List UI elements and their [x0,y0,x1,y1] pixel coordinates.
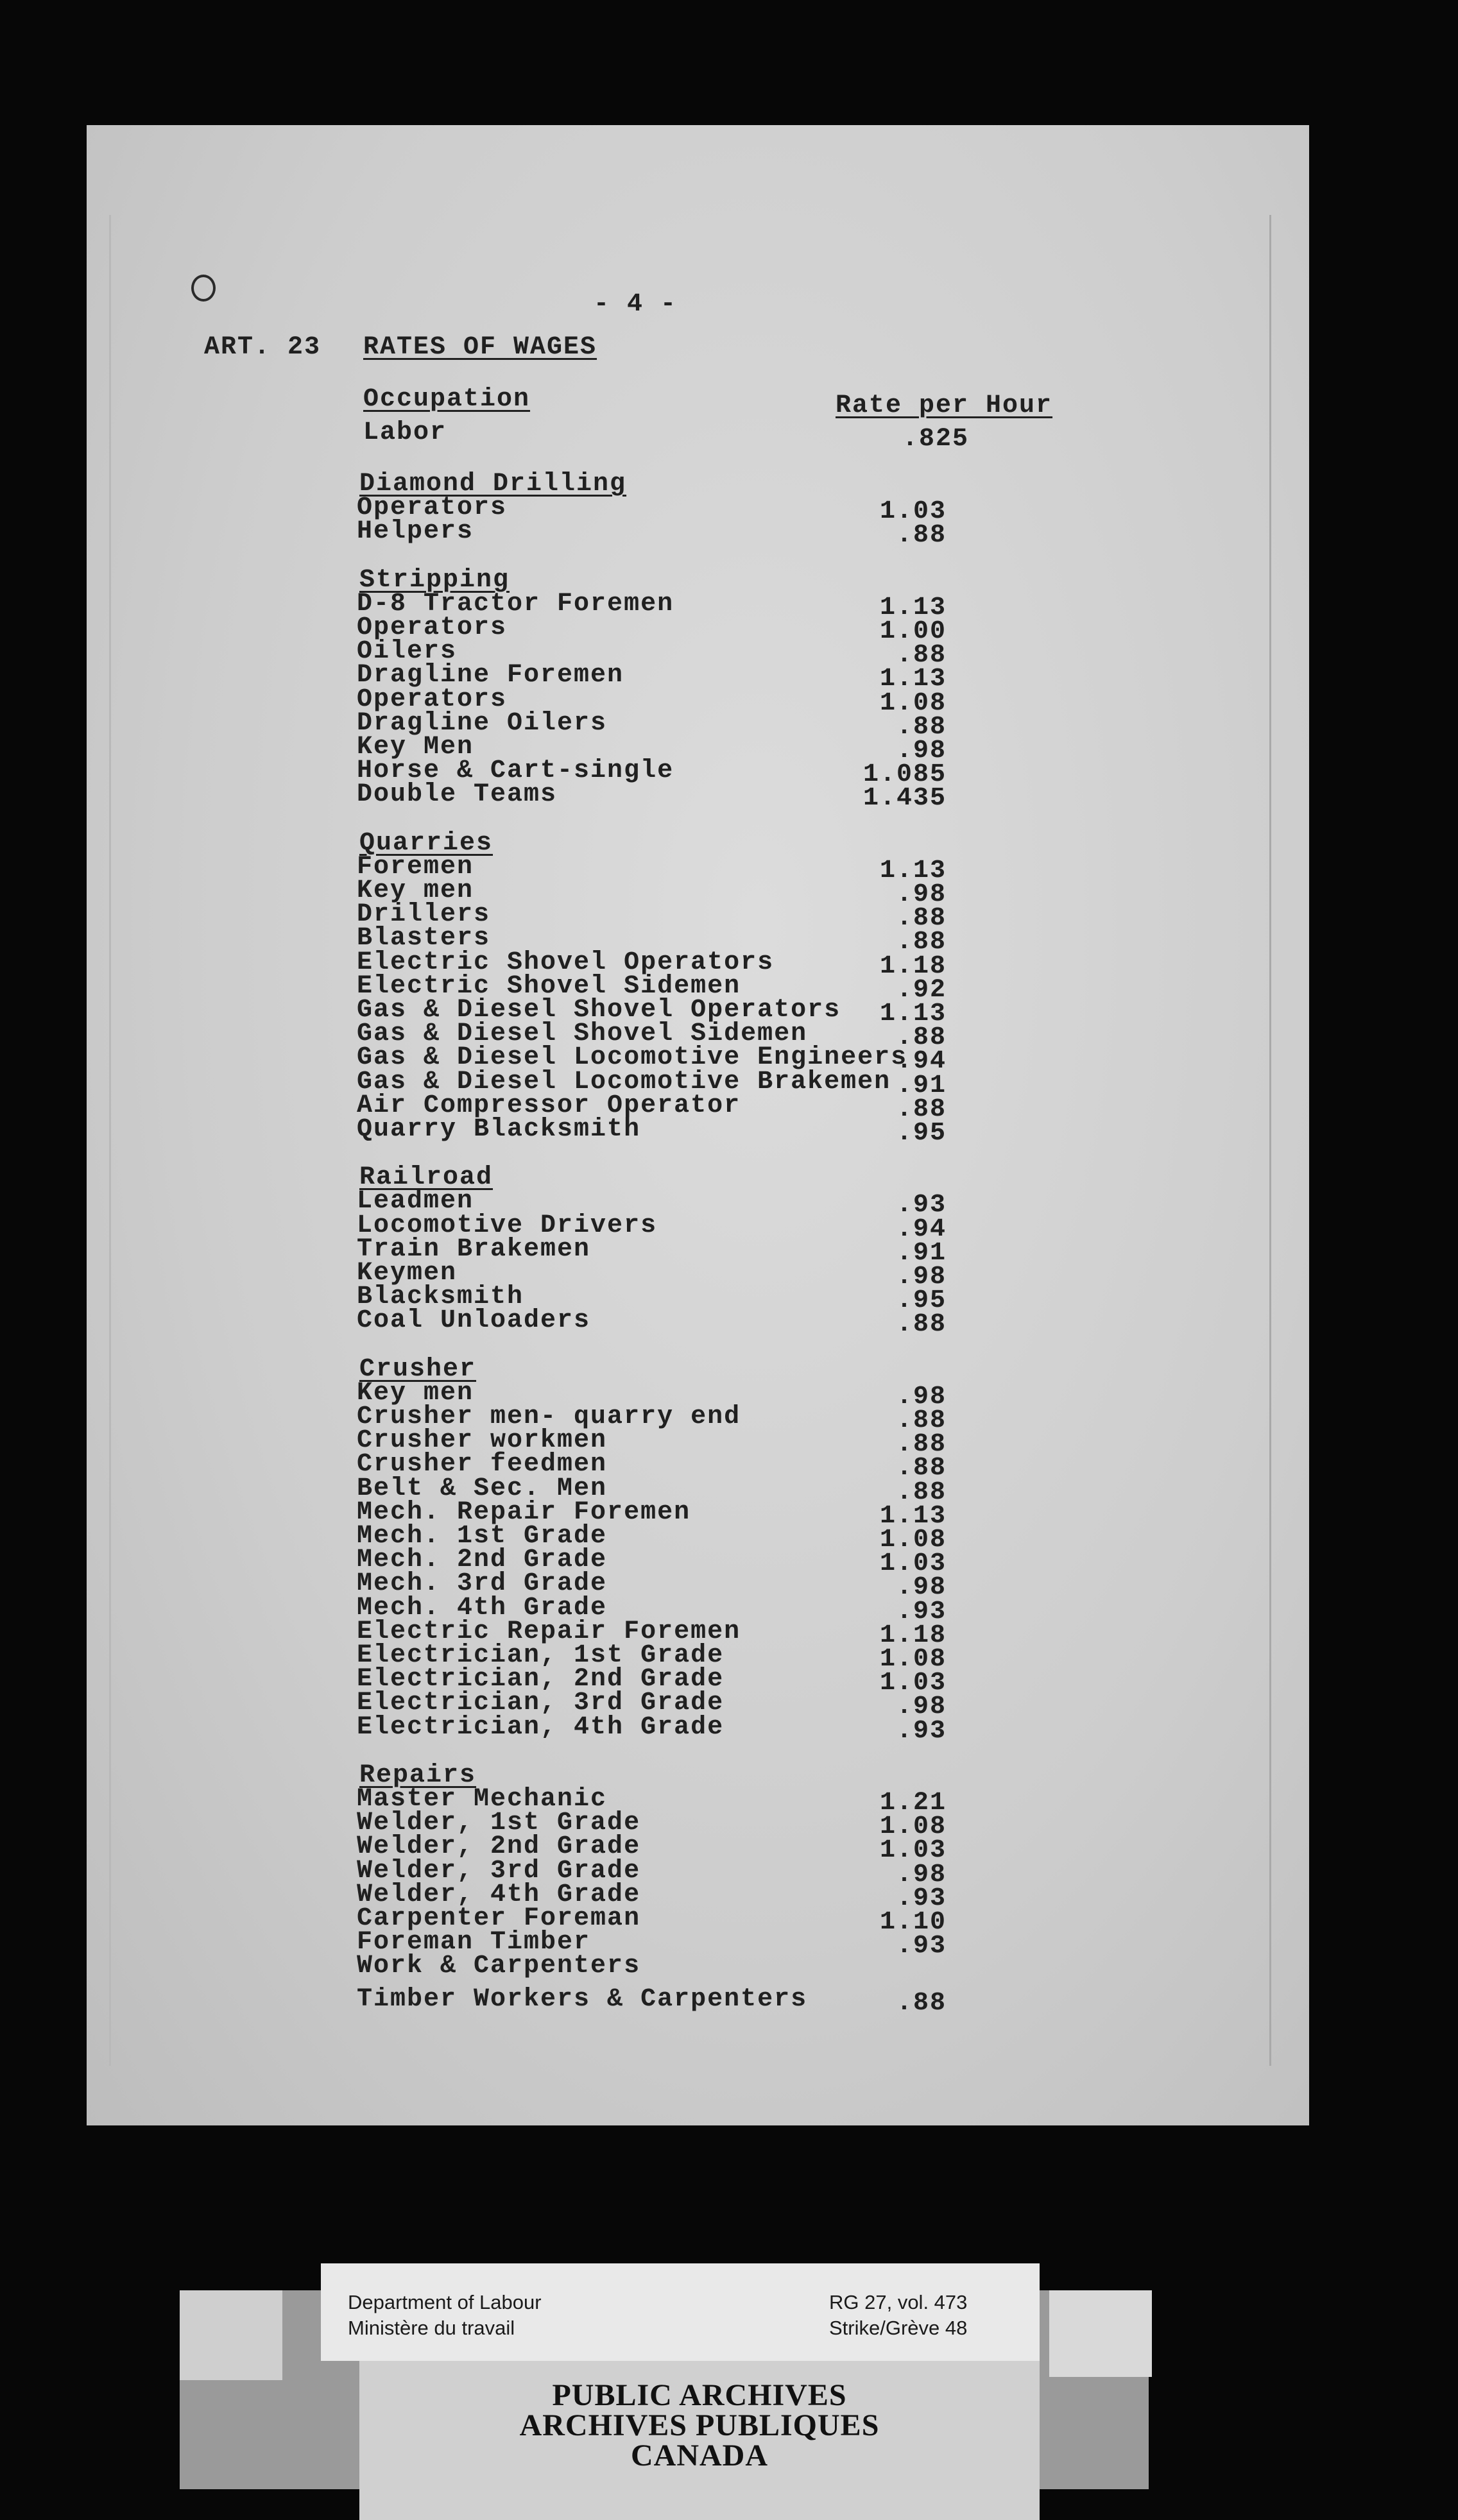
archive-stamp-line-2: ARCHIVES PUBLIQUES [519,2408,880,2442]
hourly-rate: .88 [896,1430,947,1460]
occupation-label: Electrician, 3rd Grade [357,1689,725,1718]
hourly-rate: .93 [896,1716,947,1746]
occupation-label: Gas & Diesel Locomotive Engineers [357,1043,908,1073]
document-title: RATES OF WAGES [363,333,597,362]
occupation-label: Air Compressor Operator [357,1091,741,1120]
occupation-label: Crusher men- quarry end [357,1402,741,1431]
hourly-rate: 1.08 [879,1645,947,1674]
occupation-header: Occupation [363,385,531,414]
section-heading: Quarries [359,828,493,858]
hourly-rate: 1.08 [879,1812,947,1842]
occupation-label: Key men [357,1378,474,1408]
occupation-label: Helpers [357,517,474,547]
hourly-rate: .88 [896,1094,947,1124]
hourly-rate: .93 [896,1191,947,1220]
occupation-label: Work & Carpenters [357,1952,641,1981]
occupation-label: Welder, 3rd Grade [357,1856,641,1886]
occupation-label: Blasters [357,924,491,953]
hourly-rate: .91 [896,1238,947,1268]
hourly-rate: .98 [896,1692,947,1722]
hourly-rate: 1.18 [879,951,947,981]
hourly-rate: 1.18 [879,1621,947,1650]
occupation-label: Gas & Diesel Locomotive Brakemen [357,1067,891,1096]
hourly-rate: .94 [896,1214,947,1244]
circle-mark-icon [191,275,216,302]
occupation-label: Welder, 2nd Grade [357,1832,641,1862]
hourly-rate: .92 [896,975,947,1005]
hourly-rate: .98 [896,880,947,909]
occupation-label: Gas & Diesel Shovel Sidemen [357,1019,808,1049]
record-group-ref: RG 27, vol. 473 [829,2291,968,2313]
occupation-label: Double Teams [357,780,558,810]
labor-label: Labor [363,418,447,447]
occupation-label: Operators [357,685,508,714]
hourly-rate: 1.13 [879,665,947,694]
occupation-label: Coal Unloaders [357,1306,591,1336]
occupation-label: Operators [357,493,508,523]
labor-rate: .825 [902,425,969,454]
occupation-label: Quarry Blacksmith [357,1115,641,1144]
occupation-label: Mech. 4th Grade [357,1593,608,1622]
department-fr: Ministère du travail [348,2317,515,2339]
hourly-rate: .88 [896,1454,947,1483]
hourly-rate: .94 [896,1047,947,1077]
hourly-rate: .98 [896,1860,947,1889]
occupation-label: Electrician, 4th Grade [357,1712,725,1742]
archive-label-left-tab [180,2290,282,2380]
hourly-rate: .98 [896,736,947,765]
hourly-rate: 1.13 [879,593,947,622]
occupation-label: Mech. 3rd Grade [357,1569,608,1599]
occupation-label: Electric Repair Foremen [357,1617,741,1646]
hourly-rate: 1.08 [879,688,947,718]
section-heading: Stripping [359,565,510,595]
occupation-label: Leadmen [357,1187,474,1216]
hourly-rate: .88 [896,1477,947,1507]
occupation-label: Electric Shovel Sidemen [357,971,741,1001]
hourly-rate: 1.435 [862,784,947,813]
hourly-rate: .98 [896,1573,947,1603]
hourly-rate: .88 [896,1406,947,1435]
hourly-rate: .93 [896,1884,947,1913]
section-heading: Diamond Drilling [359,470,627,498]
hourly-rate: 1.00 [879,617,947,646]
occupation-label: Electric Shovel Operators [357,948,775,977]
occupation-label: Horse & Cart-single [357,756,674,786]
hourly-rate: .93 [896,1932,947,1961]
occupation-label: Carpenter Foreman [357,1904,641,1933]
section-heading: Repairs [359,1760,477,1790]
hourly-rate: .88 [896,1310,947,1340]
occupation-label: Locomotive Drivers [357,1211,658,1240]
hourly-rate: .88 [896,521,947,550]
occupation-label: Gas & Diesel Shovel Operators [357,996,841,1025]
hourly-rate: 1.08 [879,1526,947,1554]
hourly-rate: .88 [896,1988,947,2018]
occupation-label: Train Brakemen [357,1234,591,1264]
occupation-label: Keymen [357,1259,458,1288]
occupation-label: Dragline Oilers [357,708,608,738]
occupation-label: Drillers [357,900,491,930]
occupation-label: Welder, 4th Grade [357,1880,641,1909]
occupation-label: Mech. 1st Grade [357,1522,608,1551]
occupation-label: Foremen [357,852,474,881]
occupation-label: Electrician, 2nd Grade [357,1665,725,1694]
hourly-rate: .88 [896,1023,947,1053]
occupation-label: Mech. Repair Foremen [357,1497,691,1527]
page-number: - 4 - [594,290,678,319]
page-inner-border [109,215,1271,2066]
section-heading: Railroad [359,1163,493,1193]
occupation-label: Mech. 2nd Grade [357,1545,608,1575]
occupation-label: D-8 Tractor Foremen [357,589,674,618]
hourly-rate: 1.03 [879,1836,947,1866]
article-number: ART. 23 [204,333,322,362]
occupation-label: Welder, 1st Grade [357,1809,641,1838]
hourly-rate: .88 [896,641,947,670]
strike-file-ref: Strike/Grève 48 [829,2317,968,2339]
hourly-rate: 1.21 [879,1789,947,1818]
occupation-label: Operators [357,613,508,642]
hourly-rate: .95 [896,1119,947,1148]
rate-header: Rate per Hour [836,391,1053,420]
occupation-label: Foreman Timber [357,1928,591,1957]
occupation-label: Timber Workers & Carpenters [357,1984,808,2014]
occupation-label: Belt & Sec. Men [357,1474,608,1503]
archive-label-right-tab [1049,2290,1152,2377]
hourly-rate: 1.03 [879,1669,947,1698]
occupation-label: Electrician, 1st Grade [357,1641,725,1670]
section-heading: Crusher [359,1354,477,1384]
occupation-label: Crusher feedmen [357,1450,608,1479]
hourly-rate: 1.085 [862,760,947,790]
archive-stamp-line-1: PUBLIC ARCHIVES [552,2378,847,2412]
hourly-rate: .88 [896,712,947,742]
occupation-label: Oilers [357,637,458,667]
hourly-rate: 1.10 [879,1908,947,1937]
occupation-label: Key men [357,876,474,905]
hourly-rate: .95 [896,1286,947,1316]
hourly-rate: 1.03 [879,497,947,527]
hourly-rate: 1.13 [879,1000,947,1028]
department-en: Department of Labour [348,2291,542,2313]
hourly-rate: 1.03 [879,1549,947,1579]
occupation-label: Blacksmith [357,1282,524,1312]
hourly-rate: .91 [896,1071,947,1100]
hourly-rate: 1.13 [879,1501,947,1531]
hourly-rate: .98 [896,1263,947,1291]
occupation-label: Key Men [357,733,474,762]
occupation-label: Master Mechanic [357,1785,608,1814]
occupation-label: Crusher workmen [357,1426,608,1456]
hourly-rate: .93 [896,1597,947,1626]
hourly-rate: .88 [896,928,947,957]
hourly-rate: .98 [896,1382,947,1411]
hourly-rate: 1.13 [879,856,947,885]
occupation-label: Dragline Foremen [357,661,624,690]
archive-stamp-line-3: CANADA [631,2439,768,2473]
hourly-rate: .88 [896,904,947,933]
